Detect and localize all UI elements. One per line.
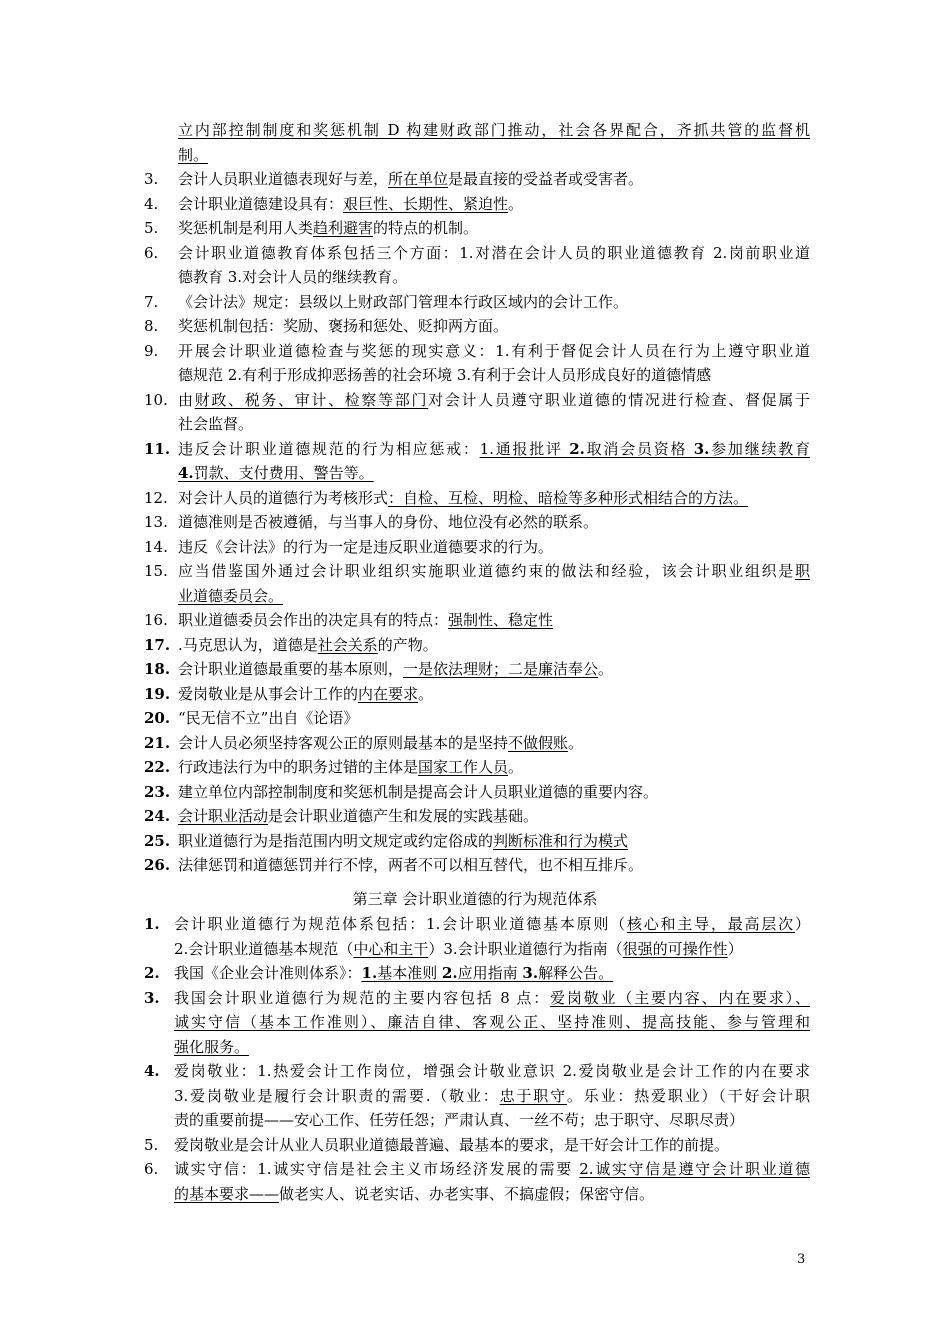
list-item — [144, 118, 810, 167]
text-line — [178, 829, 810, 854]
text-line — [174, 1182, 810, 1207]
text-span: 会计职业道德建设具有： — [178, 194, 344, 213]
item-number: 17. — [144, 635, 171, 654]
item-number: 25. — [144, 831, 171, 850]
underlined-text: 很强的可操作性 — [622, 939, 728, 958]
underlined-text: 内在要求 — [358, 684, 419, 703]
item-number: 12. — [144, 488, 168, 507]
list-item — [144, 290, 810, 315]
underlined-text: 基本准则 — [377, 964, 442, 982]
text-line — [174, 1157, 810, 1182]
underlined-text: 诚实守信（基本工作准则）、廉洁自律、客观公正、坚持准则、提高技能、参与管理和 — [174, 1013, 810, 1031]
item-number: 9. — [144, 341, 159, 360]
text-span: ）3.会计职业道德行为指南（ — [428, 939, 623, 958]
text-span: 。 — [508, 758, 524, 776]
underlined-text: 4. — [178, 464, 194, 482]
list-item — [144, 961, 810, 986]
text-line — [178, 437, 810, 462]
text-span: 应当借鉴国外通过会计职业组织实施职业道德约束的做法和经验，该会计职业组织是 — [178, 562, 795, 580]
list-item — [144, 510, 810, 535]
text-line — [178, 559, 810, 584]
item-number: 6. — [144, 1160, 159, 1178]
text-span: 。乐业：热爱职业）（干好会计职 — [566, 1086, 810, 1105]
underlined-text: 强化服务。 — [174, 1037, 250, 1056]
underlined-text: 中心和主干 — [353, 939, 429, 958]
text-line — [178, 486, 810, 511]
item-text — [178, 755, 810, 780]
list-item — [144, 731, 810, 756]
underlined-text: 职 — [794, 562, 810, 580]
text-line — [178, 412, 810, 437]
underlined-text: 爱岗敬业（主要内容、内在要求）、 — [550, 988, 810, 1007]
list-item — [144, 216, 810, 241]
item-number: 6. — [144, 243, 159, 262]
underlined-text: 参加继续教育 — [709, 439, 810, 458]
item-number: 19. — [144, 684, 171, 703]
text-span: 会计人员职业道德表现好与差， — [178, 170, 389, 188]
item-text — [178, 437, 810, 486]
list-item — [144, 682, 810, 707]
list-item — [144, 192, 810, 217]
text-line — [178, 706, 810, 731]
text-line — [174, 961, 810, 986]
item-number: 2. — [144, 964, 160, 982]
underlined-text: 取消会员资格 — [584, 439, 694, 458]
item-number: 7. — [144, 292, 159, 311]
list-item — [144, 608, 810, 633]
item-text — [174, 961, 810, 986]
item-number: 15. — [144, 562, 168, 580]
item-text — [178, 118, 810, 167]
underlined-text: 艰巨性、长期性、紧迫性 — [343, 194, 509, 213]
item-text — [174, 1157, 810, 1206]
text-span: 会计职业道德行为规范体系包括：1.会计职业道德基本原则（ — [174, 915, 627, 933]
text-span: 的产物。 — [377, 635, 438, 654]
list-item — [144, 986, 810, 1060]
item-text — [178, 216, 810, 241]
text-span: ） — [794, 915, 810, 933]
text-span: 违反《会计法》的行为一定是违反职业道德要求的行为。 — [178, 537, 554, 556]
item-text — [178, 804, 810, 829]
text-line — [174, 1010, 810, 1035]
item-text — [178, 241, 810, 290]
item-text — [174, 1059, 810, 1133]
item-text — [178, 731, 810, 756]
text-span: ） — [727, 939, 743, 958]
underlined-text: 3. — [522, 964, 539, 982]
item-number: 18. — [144, 660, 171, 678]
text-span: 是会计职业道德产生和发展的实践基础。 — [268, 807, 539, 825]
underlined-text: 1. — [361, 964, 378, 982]
underlined-text: 立内部控制制度和奖惩机制 D 构建财政部门推动，社会各界配合，齐抓共管的监督机 — [178, 121, 810, 139]
underlined-text: 忠于职守 — [499, 1086, 567, 1105]
text-line — [178, 216, 810, 241]
list-item — [144, 780, 810, 805]
text-span: 爱岗敬业：1.热爱会计工作岗位，增强会计敬业意识 2.爱岗敬业是会计工作的内在要求 — [174, 1062, 810, 1080]
item-text — [178, 633, 810, 658]
item-number: 21. — [144, 733, 171, 752]
item-number: 24. — [144, 807, 171, 825]
text-line — [178, 265, 810, 290]
list-item — [144, 388, 810, 437]
underlined-text: 所在单位 — [388, 170, 449, 188]
underlined-text: 2. — [569, 439, 585, 458]
item-text — [174, 986, 810, 1060]
list-item — [144, 853, 810, 878]
item-number: 5. — [144, 219, 159, 237]
text-span: 社会监督。 — [178, 415, 254, 433]
text-line — [178, 804, 810, 829]
underlined-text: 财政、税务、审计、检察等部门 — [194, 390, 429, 409]
list-item — [144, 706, 810, 731]
list-item — [144, 804, 810, 829]
text-span: 对会计人员遵守职业道德的情况进行检查、督促属于 — [428, 390, 810, 409]
text-line — [178, 633, 810, 658]
text-line — [178, 461, 810, 486]
text-span: 我国《企业会计准则体系》： — [174, 964, 362, 982]
item-number: 1. — [144, 915, 160, 933]
item-text — [178, 510, 810, 535]
underlined-text: 强制性、稳定性 — [448, 611, 554, 629]
list-item — [144, 829, 810, 854]
text-line — [174, 986, 810, 1011]
item-number: 13. — [144, 513, 168, 531]
underlined-text: 3. — [693, 439, 710, 458]
list-item — [144, 755, 810, 780]
underlined-text: 应用指南 — [457, 964, 523, 982]
item-text — [178, 853, 810, 878]
text-line — [178, 241, 810, 266]
item-number: 4. — [144, 1062, 160, 1080]
text-line — [178, 755, 810, 780]
text-span: 违反会计职业道德规范的行为相应惩戒： — [178, 439, 480, 458]
list-item — [144, 437, 810, 486]
underlined-text: 社会关系 — [317, 635, 378, 654]
list-item — [144, 339, 810, 388]
text-span: “民无信不立”出自《论语》 — [178, 709, 359, 727]
item-number: 16. — [144, 611, 168, 629]
text-span: 。 — [568, 733, 584, 752]
text-span: 。 — [508, 194, 524, 213]
text-span: 德教育 3.对会计人员的继续教育。 — [178, 268, 408, 286]
text-span: 爱岗敬业是会计从业人员职业道德最普遍、最基本的要求，是干好会计工作的前提。 — [174, 1135, 730, 1154]
list-item — [144, 1059, 810, 1133]
item-number: 11. — [144, 439, 171, 458]
underlined-text: 核心和主导，最高层次 — [626, 915, 795, 933]
text-line — [174, 937, 810, 962]
text-span: 会计职业道德最重要的基本原则， — [178, 660, 404, 678]
underlined-text: 不做假账 — [508, 733, 569, 752]
text-span: 。 — [598, 660, 614, 678]
underlined-text: 会计职业活动 — [178, 807, 269, 825]
underlined-text: 业道德委员会。 — [178, 586, 284, 605]
text-line — [174, 1084, 810, 1109]
text-line — [178, 657, 810, 682]
text-span: 会计职业道德教育体系包括三个方面：1.对潜在会计人员的职业道德教育 2.岗前职业道 — [178, 243, 810, 262]
text-span: 会计人员必须坚持客观公正的原则最基本的是坚持 — [178, 733, 509, 752]
text-span: 职业道德行为是指范围内明文规定或约定俗成的 — [178, 831, 494, 850]
text-line — [178, 780, 810, 805]
underlined-text: 解释公告。 — [538, 964, 614, 982]
text-span: 职业道德委员会作出的决定具有的特点： — [178, 611, 449, 629]
text-span: 德规范 2.有利于形成抑恶扬善的社会环境 3.有利于会计人员形成良好的道德情感 — [178, 366, 712, 384]
text-line — [178, 388, 810, 413]
list-item — [144, 486, 810, 511]
item-text — [174, 912, 810, 961]
item-text — [178, 167, 810, 192]
list-item — [144, 1133, 810, 1158]
page-number: 3 — [797, 1252, 806, 1267]
list-item — [144, 912, 810, 961]
text-line — [178, 314, 810, 339]
text-line — [174, 1059, 810, 1084]
text-span: 由 — [178, 390, 195, 409]
list-item — [144, 167, 810, 192]
text-span: 开展会计职业道德检查与奖惩的现实意义：1.有利于督促会计人员在行为上遵守职业道 — [178, 341, 810, 360]
chapter-heading: 第三章 会计职业道德的行为规范体系 — [352, 890, 598, 908]
item-text — [178, 780, 810, 805]
text-span: 《会计法》规定：县级以上财政部门管理本行政区域内的会计工作。 — [178, 292, 629, 311]
text-span: 3.爱岗敬业是履行会计职责的需要.（敬业： — [174, 1086, 500, 1105]
underlined-text: 罚款、支付费用、警告等。 — [193, 464, 374, 482]
text-span: 爱岗敬业是从事会计工作的 — [178, 684, 359, 703]
text-span: 是最直接的受益者或受害者。 — [448, 170, 644, 188]
text-line — [178, 118, 810, 143]
item-number: 10. — [144, 390, 168, 409]
item-text — [178, 559, 810, 608]
underlined-text: 判断标准和行为模式 — [493, 831, 629, 850]
text-line — [178, 608, 810, 633]
item-text — [178, 535, 810, 560]
list-item — [144, 633, 810, 658]
item-text — [174, 1133, 810, 1158]
item-number: 20. — [144, 709, 171, 727]
item-text — [178, 314, 810, 339]
item-number: 8. — [144, 317, 159, 335]
list-item — [144, 241, 810, 290]
text-span: 2.会计职业道德基本规范（ — [174, 939, 354, 958]
list-item — [144, 314, 810, 339]
text-span: 奖惩机制包括：奖励、褒扬和惩处、贬抑两方面。 — [178, 317, 509, 335]
text-span: 我国会计职业道德行为规范的主要内容包括 8 点： — [174, 988, 551, 1007]
item-text — [178, 682, 810, 707]
item-number: 3. — [144, 988, 160, 1007]
text-span: 道德准则是否被遵循，与当事人的身份、地位没有必然的联系。 — [178, 513, 599, 531]
list-item — [144, 535, 810, 560]
text-span: .马克思认为，道德是 — [178, 635, 318, 654]
underlined-text: 的基本要求—— — [174, 1184, 280, 1203]
text-line — [174, 912, 810, 937]
item-number: 22. — [144, 758, 171, 776]
list-item — [144, 1157, 810, 1206]
underlined-text: ：自检、互检、明检、暗检等多种形式相结合的方法。 — [388, 488, 749, 507]
text-line — [178, 339, 810, 364]
underlined-text: 1.通报批评 — [479, 439, 570, 458]
list-item — [144, 657, 810, 682]
text-span: 建立单位内部控制制度和奖惩机制是提高会计人员职业道德的重要内容。 — [178, 782, 659, 801]
item-text — [178, 486, 810, 511]
item-number: 14. — [144, 537, 168, 556]
text-span: 责的重要前提——安心工作、任劳任怨；严肃认真、一丝不苟；忠于职守、尽职尽责） — [174, 1111, 745, 1129]
text-line — [178, 731, 810, 756]
item-number: 3. — [144, 170, 159, 188]
item-text — [178, 339, 810, 388]
text-line — [178, 535, 810, 560]
item-text — [178, 608, 810, 633]
underlined-text: 制。 — [178, 145, 209, 164]
underlined-text: 2. — [441, 964, 458, 982]
text-span: 奖惩机制是利用人类 — [178, 219, 314, 237]
item-number: 26. — [144, 856, 171, 874]
text-span: 行政违法行为中的职务过错的主体是 — [178, 758, 419, 776]
underlined-text: 国家工作人员 — [418, 758, 509, 776]
text-span: 法律惩罚和道德惩罚并行不悖，两者不可以相互替代，也不相互排斥。 — [178, 856, 644, 874]
item-number: 4. — [144, 194, 159, 213]
text-line — [178, 510, 810, 535]
text-line — [174, 1035, 810, 1060]
item-text — [178, 829, 810, 854]
text-line — [174, 1133, 810, 1158]
text-line — [174, 1108, 810, 1133]
text-line — [178, 584, 810, 609]
underlined-text: 一是依法理财；二是廉洁奉公 — [403, 660, 599, 678]
item-text — [178, 657, 810, 682]
text-span: 做老实人、说老实话、办老实事、不搞虚假；保密守信。 — [279, 1184, 655, 1203]
item-number: 23. — [144, 782, 171, 801]
text-span: 。 — [418, 684, 434, 703]
item-text — [178, 192, 810, 217]
text-line — [178, 143, 810, 168]
underlined-text: 趋利避害 — [313, 219, 374, 237]
item-number: 5. — [144, 1135, 159, 1154]
text-line — [178, 363, 810, 388]
text-line — [178, 853, 810, 878]
text-span: 的特点的机制。 — [373, 219, 479, 237]
text-line — [178, 682, 810, 707]
list-item — [144, 559, 810, 608]
text-line — [178, 290, 810, 315]
text-line — [178, 167, 810, 192]
underlined-text: 2.诚实守信是遵守会计职业道德 — [579, 1160, 810, 1178]
text-span: 对会计人员的道德行为考核形式 — [178, 488, 389, 507]
item-text — [178, 388, 810, 437]
text-span: 诚实守信：1.诚实守信是社会主义市场经济发展的需要 — [174, 1160, 580, 1178]
text-line — [178, 192, 810, 217]
item-text — [178, 706, 810, 731]
item-text — [178, 290, 810, 315]
